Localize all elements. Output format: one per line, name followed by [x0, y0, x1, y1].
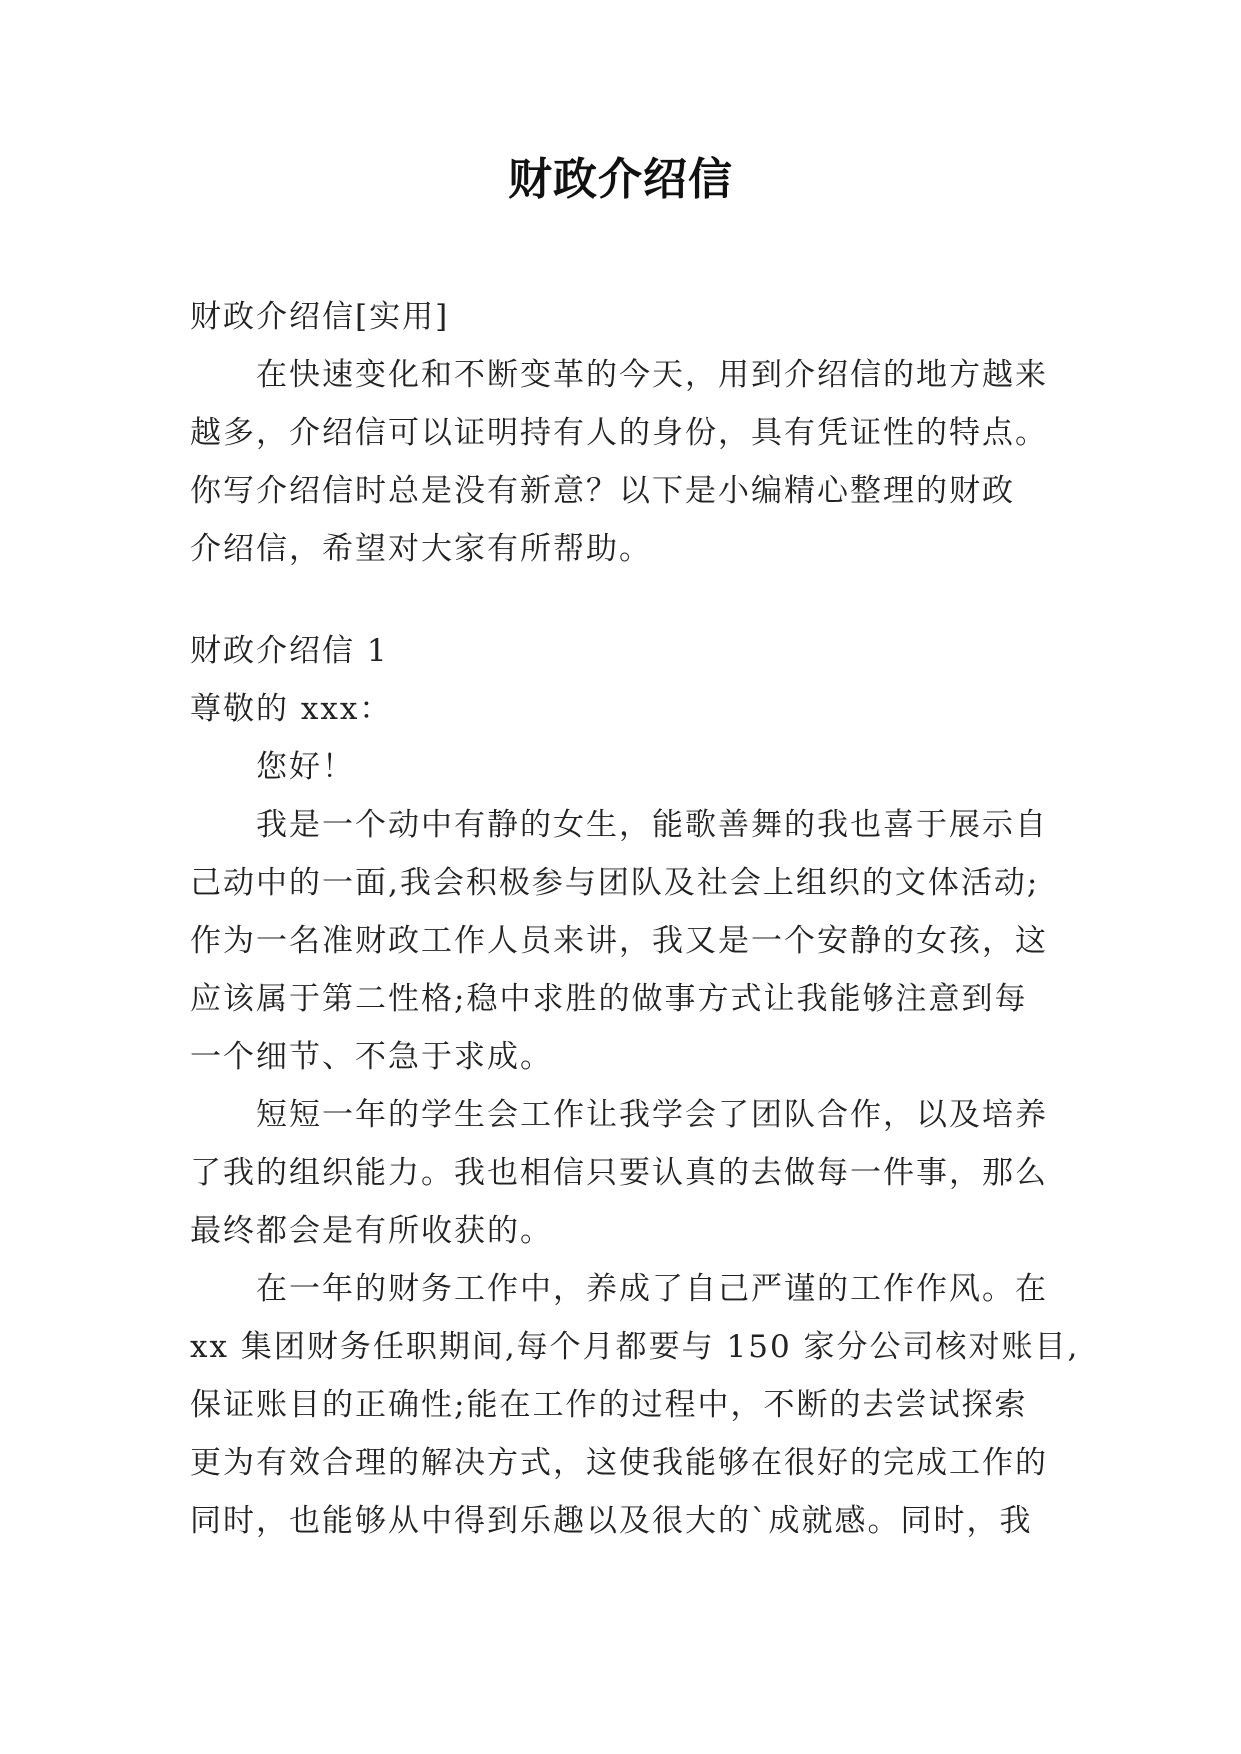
letter-paragraph-3 [190, 1260, 1080, 1550]
letter-paragraph-1 [190, 796, 1060, 1086]
paragraph-line: 己动中的一面,我会积极参与团队及社会上组织的文体活动; [190, 865, 1040, 901]
intro-line: 在快速变化和不断变革的今天，用到介绍信的地方越来 [256, 357, 1048, 393]
letter-paragraph-2 [190, 1086, 1060, 1260]
paragraph-line: 保证账目的正确性;能在工作的过程中，不断的去尝试探索 [190, 1387, 1028, 1423]
section-spacer [190, 578, 1060, 622]
letter-salutation: 尊敬的 xxx： [190, 691, 393, 727]
intro-line: 你写介绍信时总是没有新意？以下是小编精心整理的财政 [190, 473, 1015, 509]
paragraph-line: 同时，也能够从中得到乐趣以及很大的`成就感。同时，我 [190, 1503, 1033, 1539]
intro-line: 越多，介绍信可以证明持有人的身份，具有凭证性的特点。 [190, 415, 1048, 451]
intro-line: 介绍信，希望对大家有所帮助。 [190, 531, 652, 567]
paragraph-line: 最终都会是有所收获的。 [190, 1213, 553, 1249]
paragraph-line: 在一年的财务工作中，养成了自己严谨的工作作风。在 [256, 1271, 1048, 1307]
paragraph-line: 应该属于第二性格;稳中求胜的做事方式让我能够注意到每 [190, 981, 1028, 1017]
section-heading: 财政介绍信 1 [190, 633, 389, 669]
paragraph-line: 作为一名准财政工作人员来讲，我又是一个安静的女孩，这 [190, 923, 1048, 959]
intro-paragraph [190, 346, 1060, 578]
letter-greeting: 您好！ [256, 749, 355, 785]
document-title: 财政介绍信 [508, 154, 733, 205]
document-body [190, 288, 1080, 1550]
paragraph-line: xx 集团财务任职期间,每个月都要与 150 家分公司核对账目, [190, 1329, 1080, 1365]
paragraph-line: 了我的组织能力。我也相信只要认真的去做每一件事，那么 [190, 1155, 1048, 1191]
paragraph-line: 一个细节、不急于求成。 [190, 1039, 553, 1075]
paragraph-line: 更为有效合理的解决方式，这使我能够在很好的完成工作的 [190, 1445, 1048, 1481]
document-subtitle: 财政介绍信[实用] [190, 299, 450, 335]
paragraph-line: 短短一年的学生会工作让我学会了团队合作，以及培养 [256, 1097, 1048, 1133]
paragraph-line: 我是一个动中有静的女生，能歌善舞的我也喜于展示自 [256, 807, 1048, 843]
